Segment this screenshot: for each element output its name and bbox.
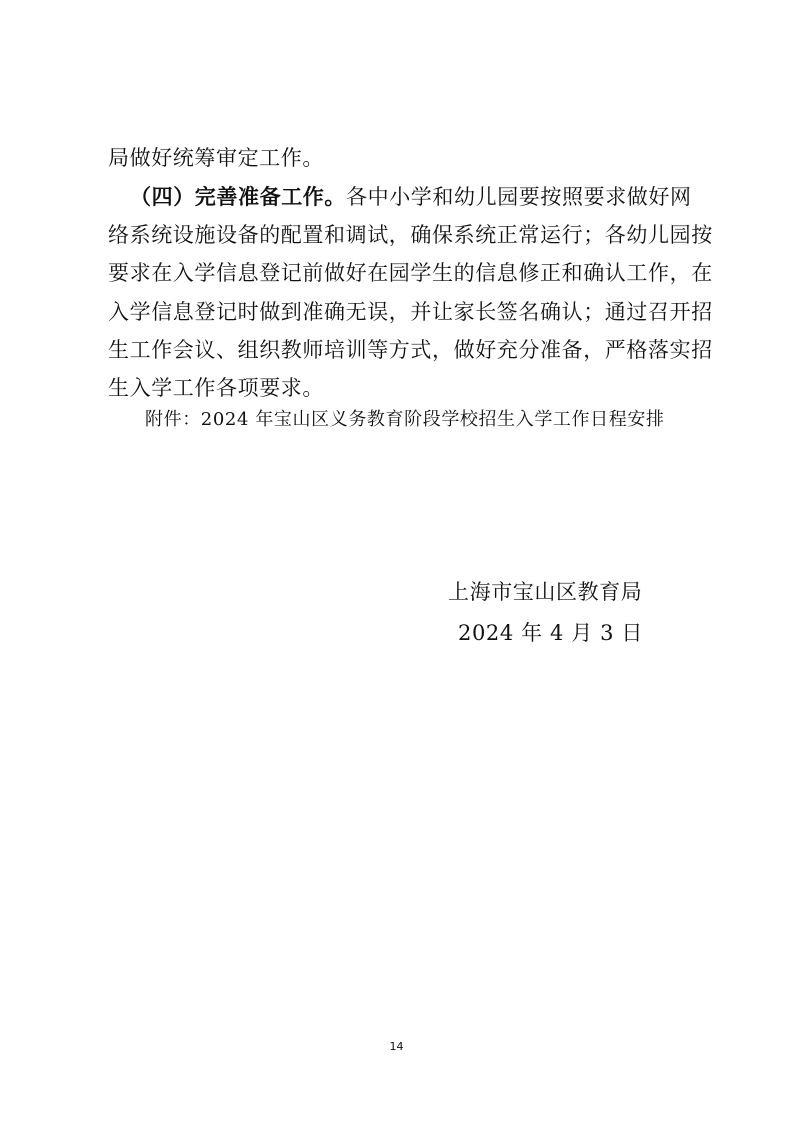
- paragraph-line-1: 局做好统筹审定工作。: [108, 146, 324, 170]
- paragraph-line-7: 生入学工作各项要求。: [108, 376, 324, 400]
- attachment-line: 附件：2024 年宝山区义务教育阶段学校招生入学工作日程安排: [145, 409, 665, 430]
- section-text: 各中小学和幼儿园要按照要求做好网: [346, 185, 692, 209]
- paragraph-line-5: 入学信息登记时做到准确无误，并让家长签名确认；通过召开招: [108, 300, 713, 324]
- signature-organization: 上海市宝山区教育局: [448, 580, 643, 604]
- signature-date: 2024 年 4 月 3 日: [458, 621, 643, 645]
- paragraph-line-6: 生工作会议、组织教师培训等方式，做好充分准备，严格落实招: [108, 338, 713, 362]
- paragraph-line-3: 络系统设施设备的配置和调试，确保系统正常运行；各幼儿园按: [108, 223, 713, 247]
- page-number: 14: [389, 1040, 404, 1053]
- section-4-first-line: [130, 182, 692, 212]
- paragraph-line-4: 要求在入学信息登记前做好在园学生的信息修正和确认工作，在: [108, 261, 713, 285]
- section-heading: （四）完善准备工作。: [130, 185, 346, 209]
